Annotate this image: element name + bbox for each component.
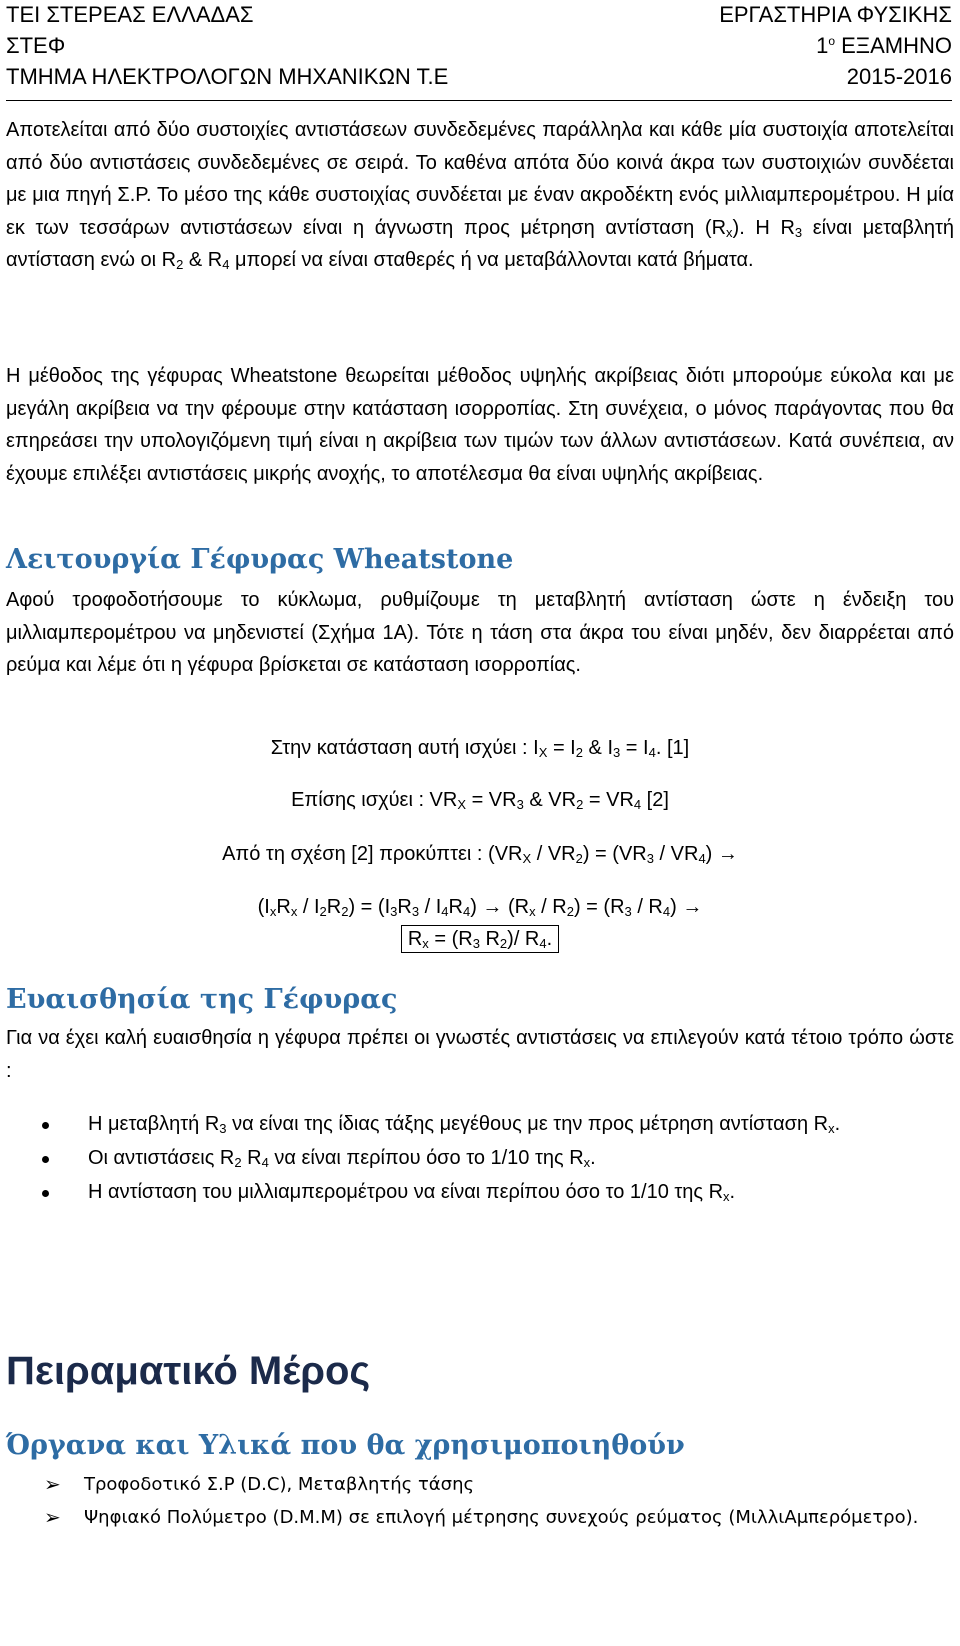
- sensitivity-list: [40, 1108, 940, 1210]
- equipment-list: [40, 1468, 954, 1534]
- header-row-3: [6, 62, 952, 93]
- equation-2: Επίσης ισχύει : $VR_X = VR_3$ & $VR_2 = VR_4$ [2]: [291, 789, 669, 812]
- semester: $1^o$ ΕΞΑΜΗΝΟ: [816, 33, 952, 58]
- list-item: Οι αντιστάσεις $R_2$ $R_4$ να είναι περίπου όσο το 1/10 της $R_x$.: [40, 1142, 940, 1174]
- equation-1: Στην κατάσταση αυτή ισχύει : $I_X = I_2$ & $I_3 = I_4$. [1]: [270, 737, 690, 760]
- operation-paragraph: Αφού τροφοδοτήσουμε το κύκλωμα, ρυθμίζουμε τη μεταβλητή αντίσταση ώστε η ένδειξη του μιλλιαμπερομέτρου να μηδενιστεί (Σχήμα 1Α). Τότε η τάση στα άκρα του είναι μηδέν, δεν διαρρέεται από ρεύμα και λέμε ότι η γέφυρα βρίσκεται σε κατάσταση ισορροπίας.: [6, 589, 954, 676]
- list-item: Η μεταβλητή $R_3$ να είναι της ίδιας τάξης μεγέθους με την προς μέτρηση αντίσταση $R_x$.: [40, 1108, 940, 1140]
- bullet-dot-icon: [42, 1122, 49, 1129]
- school-name: ΣΤΕΦ: [6, 33, 66, 58]
- bullet-dot-icon: [42, 1156, 49, 1163]
- operation-heading: Λειτουργία Γέφυρας Wheatstone: [6, 544, 514, 575]
- institution-name: ΤΕΙ ΣΤΕΡΕΑΣ ΕΛΛΑΔΑΣ: [6, 2, 254, 27]
- lab-name: ΕΡΓΑΣΤΗΡΙΑ ΦΥΣΙΚΗΣ: [719, 2, 952, 27]
- arrow-bullet-icon: ➢: [44, 1505, 61, 1529]
- equation-3: Από τη σχέση [2] προκύπτει : $(VR_X / VR_2) = (VR_3 / VR_4)$ →: [222, 843, 738, 866]
- page-header: [6, 0, 952, 98]
- header-row-1: [6, 0, 952, 31]
- intro-paragraph-2: Η μέθοδος της γέφυρας Wheatstone θεωρείται μέθοδος υψηλής ακρίβειας διότι μπορούμε εύκολα και με μεγάλη ακρίβεια να την φέρουμε στην κατάσταση ισορροπίας. Στη συνέχεια, ο μόνος παράγοντας που θα επηρεάσει την υπολογιζόμενη τιμή είναι η ακρίβεια των τιμών των άλλων αντιστάσεων. Κατά συνέπεια, αν έχουμε επιλέξει αντιστάσεις μικρής ανοχής, το αποτέλεσμα θα είναι υψηλής ακρίβειας.: [6, 365, 954, 485]
- experimental-heading: Πειραματικό Μέρος: [6, 1349, 371, 1393]
- result-box: $R_x = (R_3$ $R_2)/$ $R_4$.: [401, 925, 559, 953]
- list-item: ➢ Τροφοδοτικό Σ.Ρ (D.C), Μεταβλητής τάσης: [40, 1468, 954, 1501]
- equation-4: $(I_xR_x / I_2R_2) = (I_3R_3 / I_4R_4) \to (R_x / R_2) = (R_3 / R_4)$ →: [257, 896, 703, 919]
- bullet-dot-icon: [42, 1190, 49, 1197]
- intro-paragraph-1: Αποτελείται από δύο συστοιχίες αντιστάσεων συνδεδεμένες παράλληλα και κάθε μία συστοιχία αποτελείται από δύο αντιστάσεις συνδεδεμένες σε σειρά. Το καθένα απότα δύο κοινά άκρα των συστοιχιών συνδέεται με μια πηγή Σ.Ρ. Το μέσο της κάθε συστοιχίας συνδέεται με έναν ακροδέκτη ενός μιλλιαμπερομέτρου. Η μία εκ των τεσσάρων αντιστάσεων είναι η άγνωστη προς μέτρηση αντίσταση $(R_x)$. H $R_3$ είναι μεταβλητή αντίσταση ενώ οι $R_2$ & $R_4$ μπορεί να είναι σταθερές ή να μεταβάλλονται κατά βήματα.: [6, 119, 955, 272]
- academic-year: 2015-2016: [846, 64, 952, 89]
- header-divider: [6, 100, 952, 101]
- list-item: ➢ Ψηφιακό Πολύμετρο (D.M.M) σε επιλογή μέτρησης συνεχούς ρεύματος (ΜιλλιΑμπερόμετρο).: [40, 1501, 954, 1534]
- department-name: ΤΜΗΜΑ ΗΛΕΚΤΡΟΛΟΓΩΝ ΜΗΧΑΝΙΚΩΝ Τ.Ε: [6, 64, 449, 89]
- sensitivity-paragraph: Για να έχει καλή ευαισθησία η γέφυρα πρέπει οι γνωστές αντιστάσεις να επιλεγούν κατά τέτοιο τρόπο ώστε :: [6, 1027, 954, 1082]
- arrow-bullet-icon: ➢: [44, 1472, 61, 1496]
- sensitivity-heading: Ευαισθησία της Γέφυρας: [6, 984, 398, 1015]
- equation-5-result: [0, 925, 960, 953]
- list-item: Η αντίσταση του μιλλιαμπερομέτρου να είναι περίπου όσο το 1/10 της $R_x$.: [40, 1176, 940, 1208]
- equipment-heading: Όργανα και Υλικά που θα χρησιμοποιηθούν: [6, 1430, 685, 1461]
- header-row-2: [6, 31, 952, 62]
